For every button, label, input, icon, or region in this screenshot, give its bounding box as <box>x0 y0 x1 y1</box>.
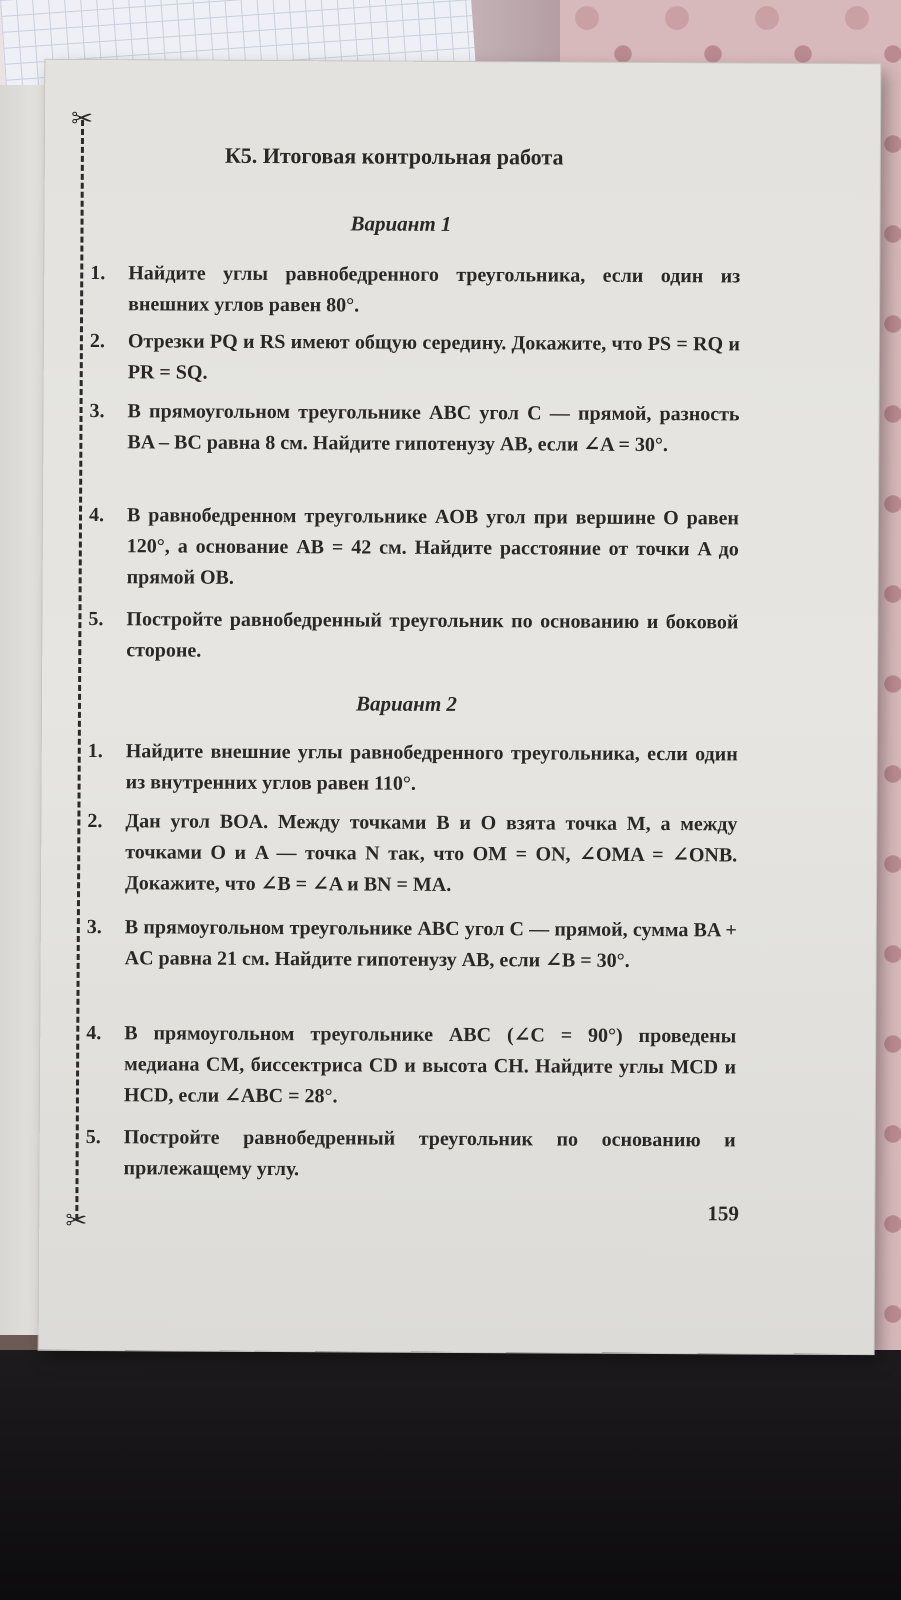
task-number: 1. <box>87 740 103 763</box>
task-number: 5. <box>88 608 104 631</box>
v2-task-2 <box>87 806 737 902</box>
task-text: Отрезки PQ и RS имеют общую середину. Докажите, что PS = RQ и PR = SQ. <box>127 330 740 384</box>
v2-task-3 <box>87 912 737 977</box>
task-number: 1. <box>90 262 106 285</box>
v2-task-1 <box>88 736 738 801</box>
v1-task-2 <box>90 326 740 391</box>
background-dark <box>0 1350 901 1600</box>
page-number: 159 <box>707 1201 739 1226</box>
task-number: 2. <box>87 810 103 833</box>
page-title: К5. Итоговая контрольная работа <box>224 142 564 170</box>
variant-2-heading: Вариант 2 <box>355 691 458 716</box>
task-number: 4. <box>88 504 105 527</box>
task-text: В равнобедренном треугольнике AOB угол при вершине O равен 120°, а основание AB = 42 см. Найдите расстояние от точки A до прямой OB. <box>126 504 740 589</box>
v2-task-5 <box>85 1122 735 1187</box>
task-text: Найдите внешние углы равнобедренного треугольника, если один из внутренних углов равен 110°. <box>125 740 738 795</box>
page-content <box>85 140 751 1226</box>
v1-task-4 <box>89 500 739 596</box>
task-text: В прямоугольном треугольнике ABC угол C — прямой, сумма BA + AC равна 21 см. Найдите гипотенузу AB, если ∠B = 30°. <box>124 916 737 972</box>
task-number: 3. <box>86 916 102 939</box>
v2-task-4 <box>86 1018 736 1114</box>
task-text: Постройте равнобедренный треугольник по основанию и прилежащему углу. <box>123 1126 736 1181</box>
task-number: 5. <box>85 1126 101 1149</box>
v1-task-5 <box>88 604 738 669</box>
scissors-icon: ✂ <box>71 103 94 135</box>
task-text: Найдите углы равнобедренного треугольника, если один из внешних углов равен 80°. <box>128 262 741 317</box>
task-number: 4. <box>86 1022 102 1045</box>
task-text: Дан угол BOA. Между точками B и O взята точка M, а между точками O и A — точка N так, что OM = ON, ∠OMA = ∠ONB. Докажите, что ∠B = ∠A и BN = MA. <box>125 810 738 896</box>
task-number: 3. <box>89 400 105 423</box>
task-text: В прямоугольном треугольнике ABC угол C — прямой, разность BA – BC равна 8 см. Найдите гипотенузу AB, если ∠A = 30°. <box>127 400 740 457</box>
scissors-icon: ✂ <box>65 1205 88 1237</box>
task-text: Постройте равнобедренный треугольник по основанию и боковой стороне. <box>126 608 739 662</box>
v1-task-1 <box>90 258 740 323</box>
v1-task-3 <box>89 396 739 461</box>
task-text: В прямоугольном треугольнике ABC (∠C = 90°) проведены медиана CM, биссектриса CD и высота CH. Найдите углы MCD и HCD, если ∠ABC = 28°. <box>123 1022 737 1108</box>
cut-line <box>75 120 84 1220</box>
task-number: 2. <box>89 330 105 353</box>
variant-1-heading: Вариант 1 <box>350 211 452 236</box>
book-page <box>39 60 881 1354</box>
